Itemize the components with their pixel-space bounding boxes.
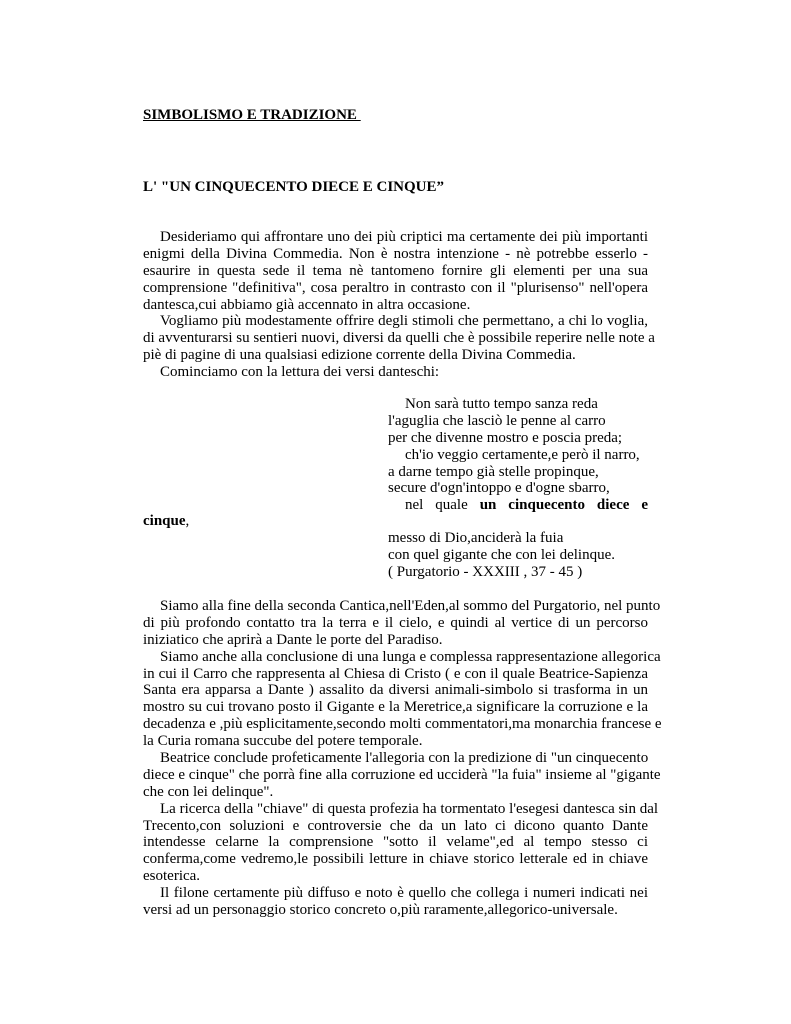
- text-line: conferma,come vedremo,le possibili letture in chiave storico letterale ed in chiave: [143, 851, 648, 868]
- text-line: piè di pagine di una qualsiasi edizione corrente della Divina Commedia.: [143, 347, 576, 364]
- text-line: intendesse celarne la comprensione "sotto il velame",ed al tempo stesso ci: [143, 834, 648, 851]
- text-line: Siamo anche alla conclusione di una lunga e complessa rappresentazione allegorica: [160, 648, 661, 665]
- text-line: esoterica.: [143, 868, 201, 885]
- paragraph: [143, 800, 659, 885]
- text-line: Siamo alla fine della seconda Cantica,nell'Eden,al sommo del Purgatorio, nel punto: [160, 598, 661, 614]
- text-line: di più profondo contatto tra la terra e il cielo, e quindi al vertice di un percorso: [143, 614, 648, 631]
- text-line: comprensione "definitiva", cosa peraltro in contrasto con il "plurisenso" nell'opera: [143, 279, 648, 296]
- verse-line: Non sarà tutto tempo sanza reda: [405, 396, 598, 412]
- verse-line: messo di Dio,anciderà la fuia: [388, 530, 564, 546]
- text-line: Vogliamo più modestamente offrire degli stimoli che permettano, a chi lo voglia,: [160, 313, 648, 330]
- paragraph: [143, 750, 661, 801]
- text-line: che con lei delinque".: [143, 783, 274, 800]
- verse-line: l'aguglia che lasciò le penne al carro: [388, 412, 606, 429]
- verse-line: a darne tempo già stelle propinque,: [388, 463, 599, 480]
- section-heading: L' "UN CINQUECENTO DIECE E CINQUE”: [143, 179, 445, 195]
- verse-text: ,: [185, 513, 190, 529]
- paragraph: [143, 229, 648, 313]
- text-line: versi ad un personaggio storico concreto o,più raramente,allegorico-universale.: [143, 902, 618, 919]
- verse-line: per che divenne mostro e poscia preda;: [388, 429, 623, 446]
- text-line: diece e cinque" che porrà fine alla corruzione ed ucciderà "la fuia" insieme al "gigante: [143, 766, 661, 783]
- text-line: Il filone certamente più diffuso e noto è quello che collega i numeri indicati nei: [160, 885, 648, 902]
- verse-quote-end: [388, 530, 648, 581]
- text-line: la Curia romana succube del potere temporale.: [143, 733, 423, 750]
- text-line: dantesca,cui abbiamo già accennato in altra occasione.: [143, 296, 471, 313]
- text-line: mostro su cui trovano posto il Gigante e la Meretrice,a significare la corruzione e la: [143, 699, 648, 716]
- text-line: esaurire in questa sede il tema nè tantomeno fornire gli elementi per una sua: [143, 262, 648, 279]
- text-line: La ricerca della "chiave" di questa profezia ha tormentato l'esegesi dantesca sin dal: [160, 800, 659, 817]
- text-line: di avventurarsi su sentieri nuovi, diversi da quelli che è possibile reperire nelle note a: [143, 330, 655, 347]
- text-line: iniziatico che aprirà a Dante le porte del Paradiso.: [143, 631, 443, 648]
- paragraph: [143, 313, 655, 364]
- text-line: in cui il Carro che rappresenta al Chiesa di Cristo ( e con il quale Beatrice-Sapienza: [143, 665, 648, 682]
- verse-line: [388, 497, 648, 514]
- verse-line: con quel gigante che con lei delinque.: [388, 546, 615, 563]
- text-line: decadenza e ,più esplicitamente,secondo molti commentatori,ma monarchia francese e: [143, 716, 662, 733]
- document-title: SIMBOLISMO E TRADIZIONE: [143, 107, 361, 123]
- text-line: Trecento,con soluzioni e controversie che da un lato ci dicono quanto Dante: [143, 817, 648, 834]
- verse-citation: ( Purgatorio - XXXIII , 37 - 45 ): [388, 563, 583, 580]
- verse-cinque: [143, 513, 189, 530]
- intro-text: [143, 229, 655, 381]
- verse-line: ch'io veggio certamente,e però il narro,: [405, 446, 640, 463]
- paragraph: [143, 598, 661, 649]
- paragraph: [143, 648, 662, 750]
- text-line: Cominciamo con la lettura dei versi danteschi:: [160, 364, 440, 381]
- verse-text: nel quale: [405, 497, 468, 514]
- text-line: Beatrice conclude profeticamente l'allegoria con la predizione di "un cinquecento: [160, 750, 649, 767]
- paragraph: [143, 885, 648, 919]
- verse-bold-text: un cinquecento diece e: [479, 497, 648, 514]
- body-text: [143, 598, 662, 919]
- verse-bold-text: cinque: [143, 513, 186, 529]
- verse-quote: [388, 396, 648, 514]
- text-line: Santa era apparsa a Dante ) assalito da diversi animali-simbolo si trasforma in un: [143, 682, 648, 699]
- paragraph: [143, 364, 648, 381]
- text-line: enigmi della Divina Commedia. Non è nostra intenzione - nè potrebbe esserlo -: [143, 245, 648, 262]
- verse-line: secure d'ogn'intoppo e d'ogne sbarro,: [388, 480, 610, 497]
- text-line: Desideriamo qui affrontare uno dei più criptici ma certamente dei più importanti: [160, 229, 648, 245]
